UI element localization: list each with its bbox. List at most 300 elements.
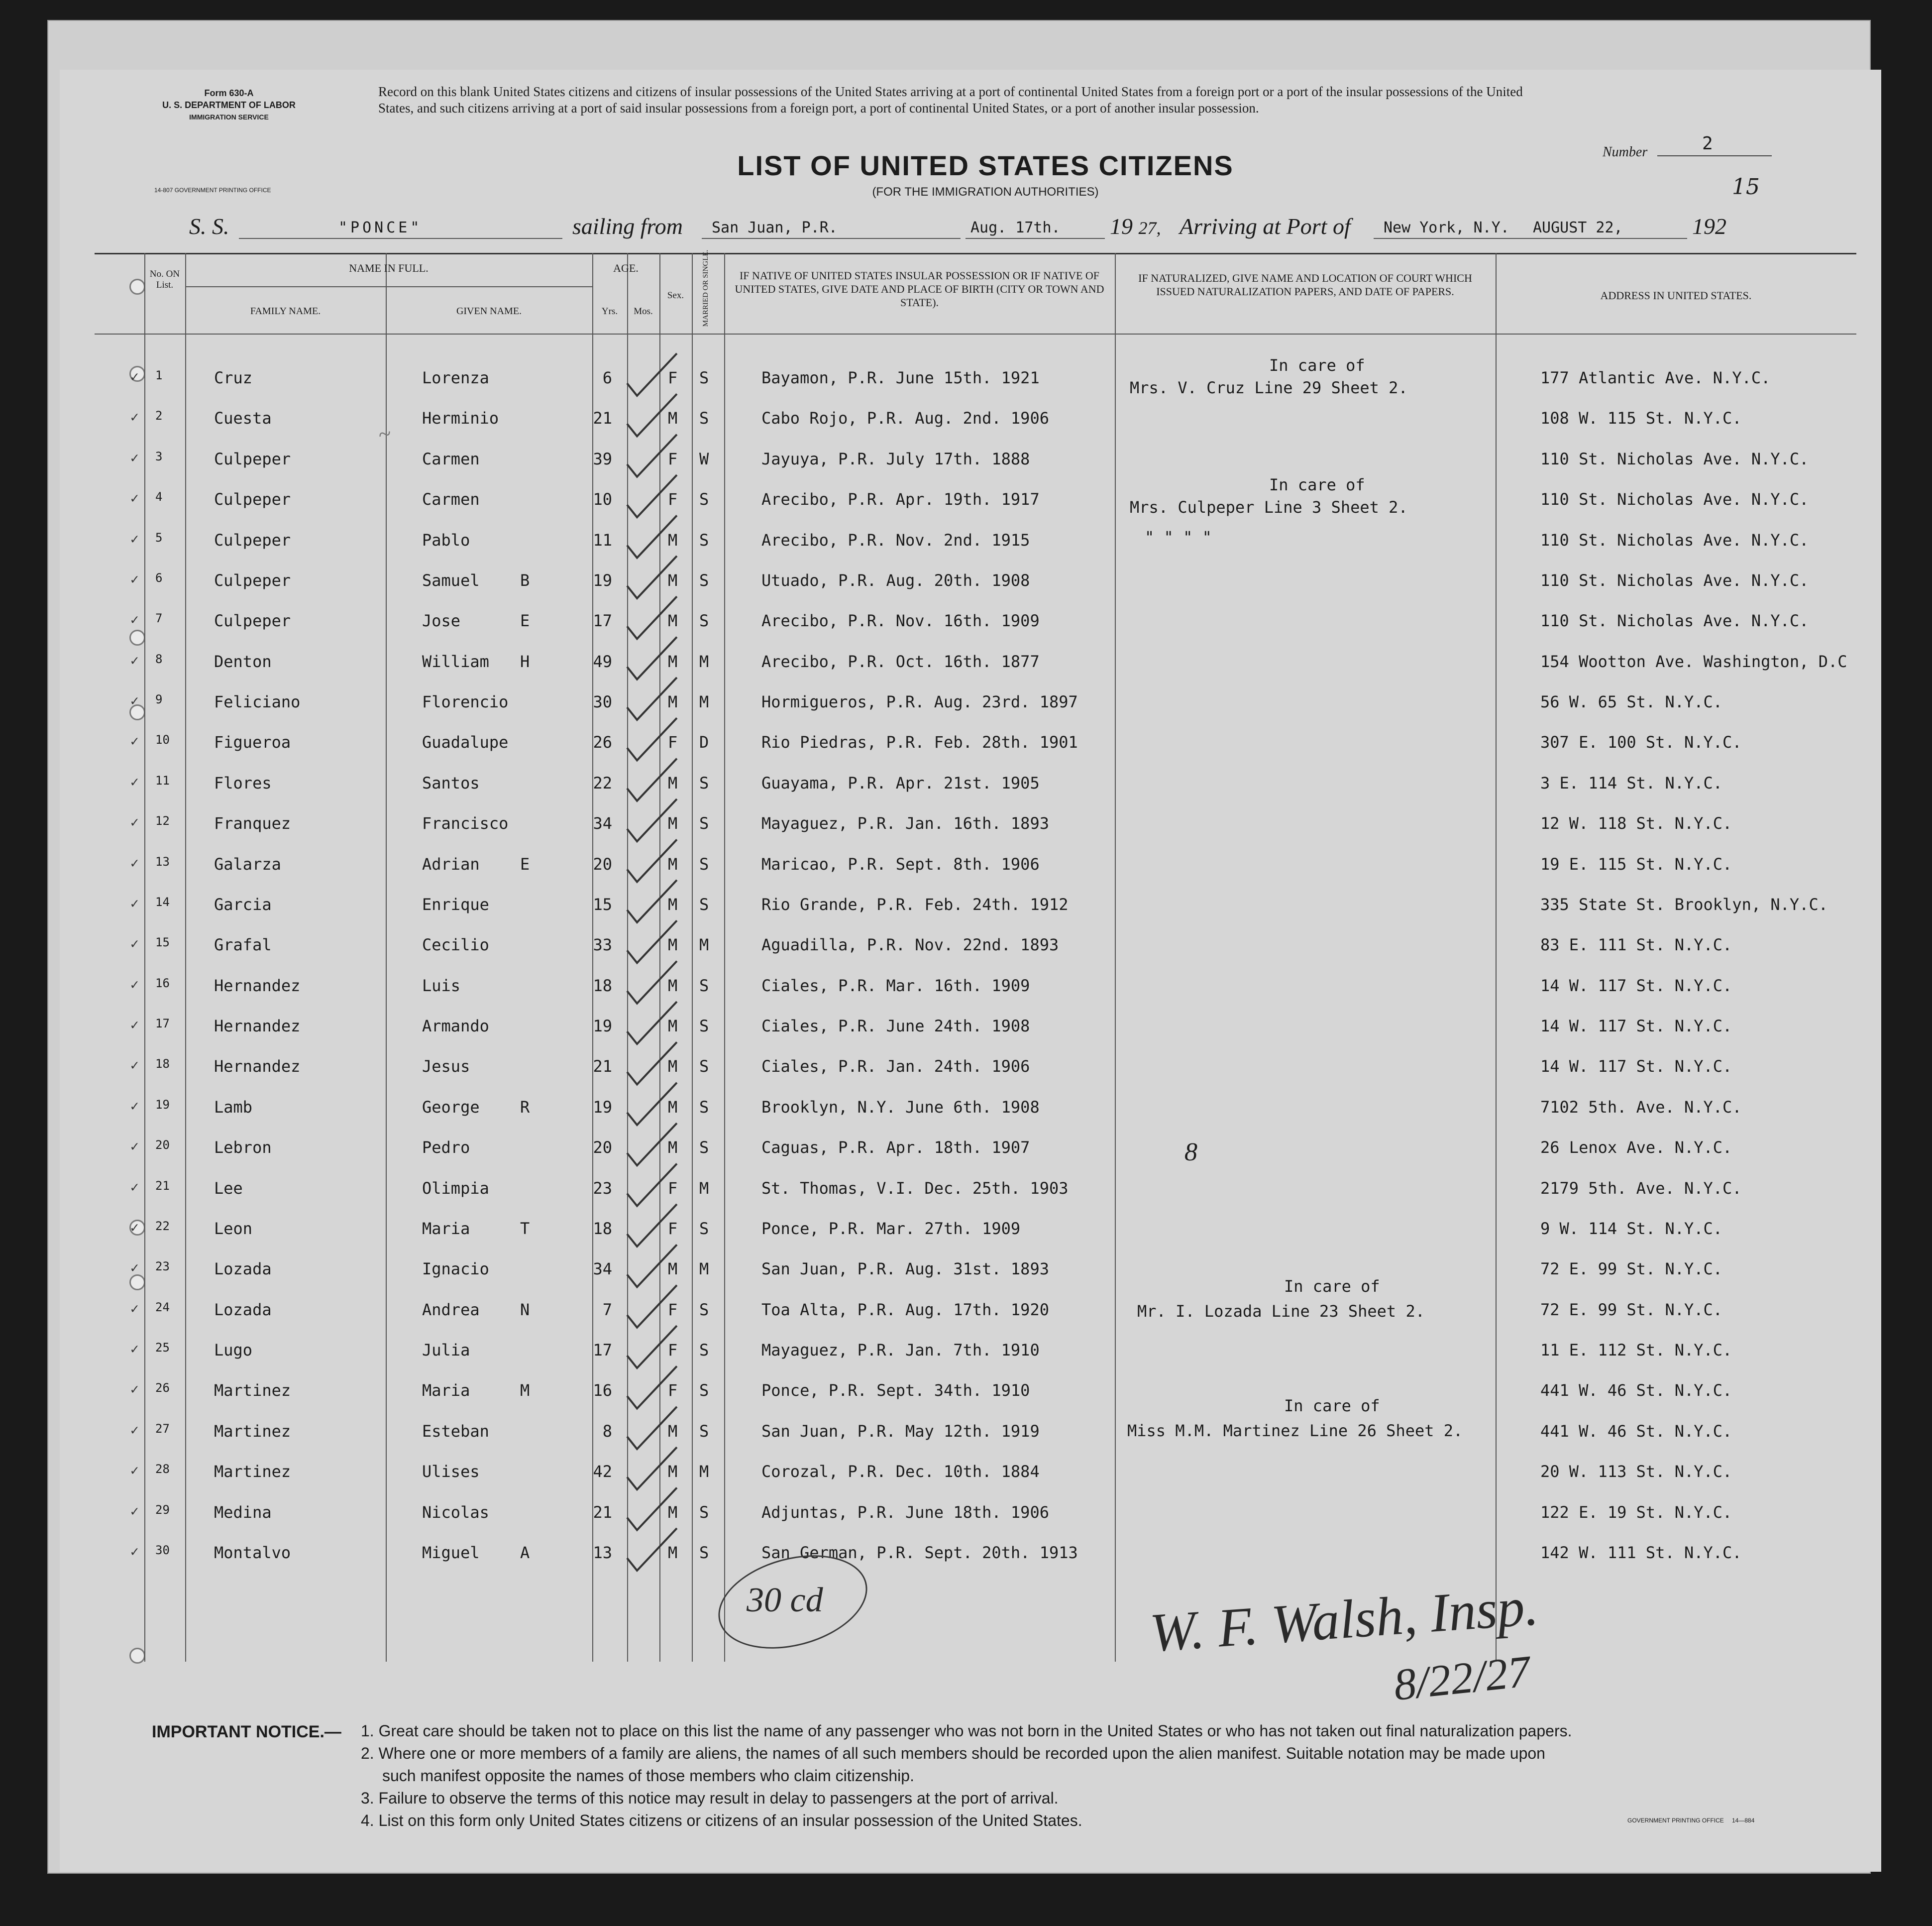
- row-number: 24: [155, 1300, 170, 1314]
- table-row: [0, 450, 1932, 489]
- row-tick-mark: ✓: [130, 935, 139, 952]
- gpo-footer: GOVERNMENT PRINTING OFFICE: [1627, 1817, 1724, 1824]
- age-years: 20: [593, 1138, 612, 1157]
- birth-place-date: Rio Grande, P.R. Feb. 24th. 1912: [761, 895, 1069, 914]
- marital-status: M: [699, 652, 709, 671]
- age-years: 7: [602, 1300, 612, 1319]
- us-address: 7102 5th. Ave. N.Y.C.: [1540, 1097, 1742, 1117]
- row-number: 25: [155, 1341, 170, 1355]
- age-years: 21: [593, 409, 612, 428]
- birth-place-date: Corozal, P.R. Dec. 10th. 1884: [761, 1462, 1040, 1481]
- row-tick-mark: ✓: [130, 1097, 139, 1114]
- age-years: 19: [593, 1017, 612, 1036]
- table-row: [0, 1381, 1932, 1421]
- given-name: Herminio: [422, 409, 499, 428]
- row-tick-mark: ✓: [130, 814, 139, 831]
- given-name: Santos: [422, 773, 480, 793]
- table-row: [0, 1098, 1932, 1137]
- us-address: 20 W. 113 St. N.Y.C.: [1540, 1462, 1732, 1481]
- family-name: Culpeper: [214, 490, 291, 509]
- table-row: [0, 935, 1932, 975]
- row-tick-mark: ✓: [130, 652, 139, 669]
- us-address: 9 W. 114 St. N.Y.C.: [1540, 1219, 1723, 1238]
- row-tick-mark: ✓: [130, 854, 139, 871]
- given-name: Maria: [422, 1381, 470, 1400]
- row-tick-mark: ✓: [130, 449, 139, 466]
- us-address: 441 W. 46 St. N.Y.C.: [1540, 1381, 1732, 1400]
- birth-place-date: Maricao, P.R. Sept. 8th. 1906: [761, 854, 1040, 874]
- marital-status: M: [699, 1462, 709, 1481]
- row-number: 21: [155, 1178, 170, 1193]
- given-name: Jesus: [422, 1057, 470, 1076]
- given-name: Miguel: [422, 1543, 480, 1562]
- given-name: Ulises: [422, 1462, 480, 1481]
- sex: M: [668, 409, 678, 428]
- us-address: 72 E. 99 St. N.Y.C.: [1540, 1259, 1723, 1279]
- family-name: Medina: [214, 1502, 272, 1522]
- departure-port: San Juan, P.R.: [712, 219, 838, 236]
- age-years: 39: [593, 449, 612, 468]
- birth-place-date: Jayuya, P.R. July 17th. 1888: [761, 449, 1030, 468]
- ditto-marks: " " " ": [1145, 528, 1212, 547]
- family-name: Culpeper: [214, 530, 291, 550]
- birth-place-date: Ponce, P.R. Sept. 34th. 1910: [761, 1381, 1030, 1400]
- notice-item-2-cont: such manifest opposite the names of those members who claim citizenship.: [382, 1767, 914, 1785]
- middle-initial: N: [520, 1300, 530, 1319]
- age-years: 17: [593, 611, 612, 631]
- us-address: 307 E. 100 St. N.Y.C.: [1540, 733, 1742, 752]
- row-number: 9: [155, 692, 163, 707]
- age-years: 34: [593, 1259, 612, 1279]
- row-tick-mark: ✓: [130, 1017, 139, 1033]
- marital-status: S: [699, 1300, 709, 1319]
- row-tick-mark: ✓: [130, 1341, 139, 1358]
- marital-status: S: [699, 611, 709, 631]
- department-name: U. S. DEPARTMENT OF LABOR: [162, 100, 296, 110]
- age-years: 16: [593, 1381, 612, 1400]
- given-name: Jose: [422, 611, 461, 631]
- sex: F: [668, 733, 678, 752]
- sex: M: [668, 530, 678, 550]
- row-number: 15: [155, 935, 170, 950]
- age-years: 8: [602, 1421, 612, 1441]
- sex: M: [668, 570, 678, 590]
- rule: [1374, 238, 1687, 239]
- row-number: 22: [155, 1219, 170, 1233]
- family-name: Flores: [214, 773, 272, 793]
- table-row: [0, 1017, 1932, 1056]
- table-row: [0, 1300, 1932, 1340]
- marital-status: S: [699, 1381, 709, 1400]
- birth-place-date: Rio Piedras, P.R. Feb. 28th. 1901: [761, 733, 1078, 752]
- middle-initial: R: [520, 1097, 530, 1117]
- header-name-in-full: NAME IN FULL.: [349, 262, 429, 274]
- sex: F: [668, 1300, 678, 1319]
- family-name: Culpeper: [214, 570, 291, 590]
- table-row: [0, 895, 1932, 935]
- marital-status: S: [699, 530, 709, 550]
- arriving-label: Arriving at Port of: [1180, 214, 1351, 239]
- naturalization-note: In care of: [1284, 1396, 1380, 1415]
- given-name: Carmen: [422, 449, 480, 468]
- row-tick-mark: ✓: [130, 692, 139, 709]
- family-name: Lugo: [214, 1341, 253, 1360]
- handwritten-circle-note: 30 cd: [747, 1581, 823, 1619]
- table-row: [0, 814, 1932, 854]
- arrival-year: 192: [1692, 214, 1726, 239]
- us-address: 12 W. 118 St. N.Y.C.: [1540, 814, 1732, 833]
- middle-initial: B: [520, 570, 530, 590]
- row-tick-mark: ✓: [130, 611, 139, 628]
- table-row: [0, 531, 1932, 570]
- age-years: 22: [593, 773, 612, 793]
- marital-status: S: [699, 1138, 709, 1157]
- age-years: 10: [593, 490, 612, 509]
- sex: M: [668, 1017, 678, 1036]
- us-address: 110 St. Nicholas Ave. N.Y.C.: [1540, 611, 1809, 631]
- sex: M: [668, 692, 678, 712]
- birth-place-date: Ciales, P.R. Mar. 16th. 1909: [761, 976, 1030, 995]
- us-address: 11 E. 112 St. N.Y.C.: [1540, 1341, 1732, 1360]
- table-row: [0, 1503, 1932, 1543]
- marital-status: W: [699, 449, 709, 468]
- age-years: 20: [593, 854, 612, 874]
- us-address: 108 W. 115 St. N.Y.C.: [1540, 409, 1742, 428]
- family-name: Figueroa: [214, 733, 291, 752]
- family-name: Culpeper: [214, 611, 291, 631]
- row-number: 17: [155, 1017, 170, 1031]
- table-row: [0, 571, 1932, 611]
- row-tick-mark: ✓: [130, 895, 139, 911]
- faint-handwriting: ~: [376, 420, 393, 448]
- naturalization-note: Mrs. V. Cruz Line 29 Sheet 2.: [1130, 378, 1408, 397]
- given-name: Adrian: [422, 854, 480, 874]
- row-number: 11: [155, 773, 170, 788]
- row-tick-mark: ✓: [130, 368, 139, 385]
- given-name: Cecilio: [422, 935, 489, 955]
- sex: F: [668, 449, 678, 468]
- row-tick-mark: ✓: [130, 976, 139, 993]
- table-row: [0, 1138, 1932, 1178]
- given-name: Maria: [422, 1219, 470, 1238]
- family-name: Galarza: [214, 854, 281, 874]
- table-row: [0, 409, 1932, 449]
- sex: F: [668, 368, 678, 387]
- row-number: 19: [155, 1097, 170, 1112]
- sailing-from-label: sailing from: [572, 214, 683, 239]
- marital-status: S: [699, 570, 709, 590]
- table-row: [0, 733, 1932, 773]
- row-tick-mark: ✓: [130, 409, 139, 426]
- birth-place-date: Ciales, P.R. Jan. 24th. 1906: [761, 1057, 1030, 1076]
- header-age: AGE.: [613, 262, 639, 274]
- age-years: 21: [593, 1057, 612, 1076]
- given-name: Pablo: [422, 530, 470, 550]
- birth-place-date: Arecibo, P.R. Nov. 2nd. 1915: [761, 530, 1030, 550]
- given-name: Lorenza: [422, 368, 489, 387]
- table-row: [0, 611, 1932, 651]
- age-years: 42: [593, 1462, 612, 1481]
- us-address: 177 Atlantic Ave. N.Y.C.: [1540, 368, 1771, 387]
- marital-status: S: [699, 1057, 709, 1076]
- middle-initial: M: [520, 1381, 530, 1400]
- given-name: Armando: [422, 1017, 489, 1036]
- notice-item-4: 4. List on this form only United States citizens or citizens of an insular possession of the United States.: [361, 1812, 1082, 1829]
- sex: F: [668, 490, 678, 509]
- row-tick-mark: ✓: [130, 1057, 139, 1074]
- number-label: Number: [1603, 144, 1648, 160]
- footer-code: 14—884: [1732, 1817, 1755, 1824]
- row-number: 16: [155, 976, 170, 990]
- naturalization-note: In care of: [1269, 356, 1365, 375]
- family-name: Hernandez: [214, 976, 301, 995]
- header-naturalized: IF NATURALIZED, GIVE NAME AND LOCATION OF COURT WHICH ISSUED NATURALIZATION PAPERS, AND DATE OF PAPERS.: [1138, 272, 1472, 298]
- row-number: 27: [155, 1421, 170, 1436]
- family-name: Hernandez: [214, 1057, 301, 1076]
- birth-place-date: Toa Alta, P.R. Aug. 17th. 1920: [761, 1300, 1049, 1319]
- row-tick-mark: ✓: [130, 733, 139, 750]
- middle-initial: E: [520, 611, 530, 631]
- signature-date: 8/22/27: [1391, 1646, 1533, 1710]
- family-name: Denton: [214, 652, 272, 671]
- given-name: William: [422, 652, 489, 671]
- sex: F: [668, 1178, 678, 1198]
- marital-status: S: [699, 814, 709, 833]
- middle-initial: T: [520, 1219, 530, 1238]
- birth-place-date: Arecibo, P.R. Oct. 16th. 1877: [761, 652, 1040, 671]
- age-years: 23: [593, 1178, 612, 1198]
- departure-year: 19 27,: [1110, 214, 1161, 239]
- row-number: 1: [155, 368, 163, 382]
- row-tick-mark: ✓: [130, 1462, 139, 1479]
- family-name: Martinez: [214, 1381, 291, 1400]
- age-years: 18: [593, 976, 612, 995]
- important-notice-label: IMPORTANT NOTICE.—: [152, 1722, 341, 1741]
- us-address: 2179 5th. Ave. N.Y.C.: [1540, 1178, 1742, 1198]
- table-row: [0, 1422, 1932, 1462]
- marital-status: S: [699, 854, 709, 874]
- table-row: [0, 976, 1932, 1016]
- table-row: [0, 855, 1932, 895]
- us-address: 3 E. 114 St. N.Y.C.: [1540, 773, 1723, 793]
- sex: M: [668, 854, 678, 874]
- row-number: 20: [155, 1138, 170, 1152]
- family-name: Culpeper: [214, 449, 291, 468]
- header-rule: [95, 334, 1856, 335]
- table-row: [0, 1341, 1932, 1380]
- row-tick-mark: ✓: [130, 1502, 139, 1519]
- service-name: IMMIGRATION SERVICE: [189, 113, 269, 121]
- family-name: Grafal: [214, 935, 272, 955]
- family-name: Lee: [214, 1178, 243, 1198]
- marital-status: S: [699, 1097, 709, 1117]
- departure-date: Aug. 17th.: [970, 219, 1061, 236]
- row-number: 3: [155, 449, 163, 463]
- header-married-single: MARRIED OR SINGLE.: [702, 249, 710, 327]
- table-row: [0, 774, 1932, 813]
- birth-place-date: St. Thomas, V.I. Dec. 25th. 1903: [761, 1178, 1069, 1198]
- given-name: Julia: [422, 1341, 470, 1360]
- row-tick-mark: ✓: [130, 570, 139, 587]
- given-name: Guadalupe: [422, 733, 509, 752]
- us-address: 83 E. 111 St. N.Y.C.: [1540, 935, 1732, 955]
- row-number: 13: [155, 854, 170, 869]
- row-number: 23: [155, 1259, 170, 1274]
- middle-initial: H: [520, 652, 530, 671]
- marital-status: D: [699, 733, 709, 752]
- form-identifier: [149, 87, 309, 123]
- us-address: 19 E. 115 St. N.Y.C.: [1540, 854, 1732, 874]
- middle-initial: E: [520, 854, 530, 874]
- number-value: 2: [1702, 133, 1713, 154]
- family-name: Lebron: [214, 1138, 272, 1157]
- family-name: Garcia: [214, 895, 272, 914]
- family-name: Cruz: [214, 368, 253, 387]
- table-row: [0, 490, 1932, 530]
- header-subrule: [185, 286, 592, 287]
- notice-item-2: 2. Where one or more members of a family are aliens, the names of all such members should be recorded upon the alien manifest. Suitable notation may be made upon: [361, 1744, 1545, 1762]
- row-tick-mark: ✓: [130, 1421, 139, 1438]
- row-number: 8: [155, 652, 163, 666]
- age-years: 34: [593, 814, 612, 833]
- marital-status: S: [699, 773, 709, 793]
- sex: M: [668, 1259, 678, 1279]
- rule: [702, 238, 961, 239]
- record-instructions: Record on this blank United States citizens and citizens of insular possessions of the United States arriving at a port of continental United States from a foreign port or a port of the insular possessions of the United States, and such citizens arriving at a port of said insular possessions from a foreign port, a port of continental United States, or a port of another insular possession.: [378, 84, 1523, 115]
- given-name: Samuel: [422, 570, 480, 590]
- family-name: Lamb: [214, 1097, 253, 1117]
- table-row: [0, 1179, 1932, 1219]
- row-number: 6: [155, 570, 163, 585]
- us-address: 335 State St. Brooklyn, N.Y.C.: [1540, 895, 1828, 914]
- marital-status: M: [699, 1259, 709, 1279]
- sex: M: [668, 652, 678, 671]
- given-name: Ignacio: [422, 1259, 489, 1279]
- age-years: 30: [593, 692, 612, 712]
- birth-place-date: Cabo Rojo, P.R. Aug. 2nd. 1906: [761, 409, 1049, 428]
- marital-status: S: [699, 490, 709, 509]
- row-tick-mark: ✓: [130, 1259, 139, 1276]
- header-address: ADDRESS IN UNITED STATES.: [1600, 289, 1752, 302]
- form-number: Form 630-A: [204, 88, 254, 98]
- birth-place-date: Ciales, P.R. June 24th. 1908: [761, 1017, 1030, 1036]
- us-address: 72 E. 99 St. N.Y.C.: [1540, 1300, 1723, 1319]
- us-address: 441 W. 46 St. N.Y.C.: [1540, 1421, 1732, 1441]
- age-years: 13: [593, 1543, 612, 1562]
- sex: M: [668, 1138, 678, 1157]
- header-years: Yrs.: [601, 306, 618, 317]
- birth-place-date: Bayamon, P.R. June 15th. 1921: [761, 368, 1040, 387]
- row-tick-mark: ✓: [130, 1543, 139, 1560]
- row-tick-mark: ✓: [130, 490, 139, 507]
- us-address: 14 W. 117 St. N.Y.C.: [1540, 1017, 1732, 1036]
- family-name: Martinez: [214, 1462, 291, 1481]
- us-address: 14 W. 117 St. N.Y.C.: [1540, 976, 1732, 995]
- age-years: 19: [593, 570, 612, 590]
- sex: M: [668, 1543, 678, 1562]
- page-subtitle: (FOR THE IMMIGRATION AUTHORITIES): [872, 185, 1099, 199]
- row-tick-mark: ✓: [130, 773, 139, 790]
- table-row: [0, 1543, 1932, 1583]
- family-name: Lozada: [214, 1259, 272, 1279]
- table-row: [0, 652, 1932, 692]
- birth-place-date: San Juan, P.R. Aug. 31st. 1893: [761, 1259, 1049, 1279]
- table-row: [0, 368, 1932, 408]
- header-family-name: FAMILY NAME.: [250, 306, 321, 317]
- marital-status: S: [699, 1502, 709, 1522]
- given-name: Luis: [422, 976, 461, 995]
- given-name: Florencio: [422, 692, 509, 712]
- naturalization-note: In care of: [1269, 475, 1365, 494]
- age-years: 18: [593, 1219, 612, 1238]
- age-years: 6: [602, 368, 612, 387]
- row-number: 5: [155, 530, 163, 545]
- marital-status: M: [699, 692, 709, 712]
- family-name: Cuesta: [214, 409, 272, 428]
- sex: M: [668, 1502, 678, 1522]
- naturalization-note: Miss M.M. Martinez Line 26 Sheet 2.: [1127, 1421, 1463, 1440]
- given-name: George: [422, 1097, 480, 1117]
- marital-status: S: [699, 409, 709, 428]
- table-row: [0, 1462, 1932, 1502]
- header-birth: IF NATIVE OF UNITED STATES INSULAR POSSESSION OR IF NATIVE OF UNITED STATES, GIVE DATE AND PLACE OF BIRTH (CITY OR TOWN AND STATE).: [735, 269, 1104, 309]
- age-years: 11: [593, 530, 612, 550]
- sex: M: [668, 1462, 678, 1481]
- birth-place-date: Adjuntas, P.R. June 18th. 1906: [761, 1502, 1049, 1522]
- birth-place-date: Mayaguez, P.R. Jan. 16th. 1893: [761, 814, 1049, 833]
- birth-place-date: Brooklyn, N.Y. June 6th. 1908: [761, 1097, 1040, 1117]
- page-title: LIST OF UNITED STATES CITIZENS: [737, 150, 1234, 181]
- age-years: 49: [593, 652, 612, 671]
- birth-place-date: Arecibo, P.R. Apr. 19th. 1917: [761, 490, 1040, 509]
- age-years: 26: [593, 733, 612, 752]
- row-number: 29: [155, 1502, 170, 1517]
- marital-status: M: [699, 935, 709, 955]
- number-underline: [1657, 155, 1772, 156]
- us-address: 122 E. 19 St. N.Y.C.: [1540, 1502, 1732, 1522]
- rule: [239, 238, 562, 239]
- middle-initial: A: [520, 1543, 530, 1562]
- sex: M: [668, 1421, 678, 1441]
- naturalization-note: Mr. I. Lozada Line 23 Sheet 2.: [1137, 1302, 1425, 1321]
- us-address: 142 W. 111 St. N.Y.C.: [1540, 1543, 1742, 1562]
- age-years: 19: [593, 1097, 612, 1117]
- row-number: 12: [155, 814, 170, 828]
- marital-status: M: [699, 1178, 709, 1198]
- table-row: [0, 692, 1932, 732]
- inspector-signature: W. F. Walsh, Insp.: [1148, 1575, 1540, 1664]
- naturalization-note: Mrs. Culpeper Line 3 Sheet 2.: [1130, 498, 1408, 517]
- us-address: 154 Wootton Ave. Washington, D.C: [1540, 652, 1847, 671]
- birth-place-date: San Juan, P.R. May 12th. 1919: [761, 1421, 1040, 1441]
- sex: M: [668, 976, 678, 995]
- family-name: Franquez: [214, 814, 291, 833]
- age-years: 21: [593, 1502, 612, 1522]
- handwritten-page-number: 15: [1732, 174, 1760, 200]
- header-sex: Sex.: [667, 290, 684, 301]
- family-name: Leon: [214, 1219, 253, 1238]
- given-name: Esteban: [422, 1421, 489, 1441]
- row-number: 28: [155, 1462, 170, 1476]
- age-years: 15: [593, 895, 612, 914]
- header-months: Mos.: [634, 306, 653, 317]
- sex: M: [668, 895, 678, 914]
- row-tick-mark: ✓: [130, 1138, 139, 1155]
- age-years: 17: [593, 1341, 612, 1360]
- birth-place-date: Ponce, P.R. Mar. 27th. 1909: [761, 1219, 1021, 1238]
- header-no-on-list: No. ON List.: [149, 269, 180, 290]
- ss-label: S. S.: [189, 214, 229, 239]
